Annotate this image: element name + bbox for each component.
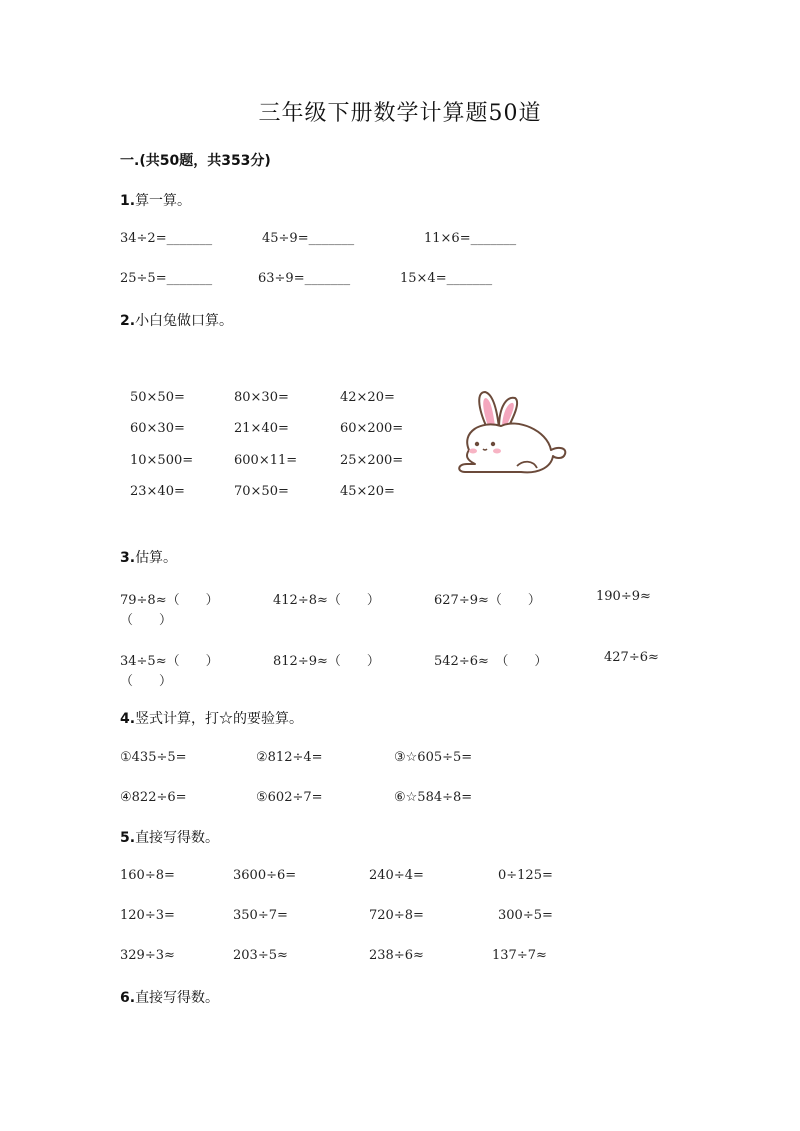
q1-item: 63÷9=_______	[258, 271, 351, 286]
q2-item: 10×500=	[130, 453, 194, 468]
q5-item: 240÷4=	[369, 868, 424, 883]
q4-item: ③☆605÷5=	[394, 750, 473, 765]
q2-item: 23×40=	[130, 484, 185, 499]
q1-item: 15×4=_______	[400, 271, 493, 286]
q2-item: 42×20=	[340, 390, 395, 405]
q3-item: 427÷6≈	[604, 650, 659, 665]
q5-item: 120÷3=	[120, 908, 175, 923]
q3-item: 79÷8≈（ ）	[120, 593, 219, 608]
q4-item: ①435÷5=	[120, 750, 187, 765]
q5-item: 203÷5≈	[233, 948, 288, 963]
q3-item: 412÷8≈（ ）	[273, 593, 380, 608]
section-header: 一.(共50题，共353分)	[120, 153, 271, 169]
q5-item: 300÷5=	[498, 908, 553, 923]
q5-item: 238÷6≈	[369, 948, 424, 963]
q5-item: 160÷8=	[120, 868, 175, 883]
q3-item: （ ）	[120, 613, 173, 628]
q3-item: 34÷5≈（ ）	[120, 654, 219, 669]
q5-item: 3600÷6=	[233, 868, 297, 883]
q5-item: 137÷7≈	[492, 948, 547, 963]
q6-heading: 6.直接写得数。	[120, 990, 220, 1006]
q4-item: ④822÷6=	[120, 790, 187, 805]
q3-item: 190÷9≈	[596, 589, 651, 604]
q1-heading: 1.算一算。	[120, 193, 192, 209]
q5-item: 720÷8=	[369, 908, 424, 923]
q5-item: 329÷3≈	[120, 948, 175, 963]
q1-item: 45÷9=_______	[262, 231, 355, 246]
q2-item: 25×200=	[340, 453, 404, 468]
q2-item: 60×200=	[340, 421, 404, 436]
q4-item: ②812÷4=	[256, 750, 323, 765]
bunny-icon	[447, 388, 575, 480]
q2-item: 45×20=	[340, 484, 395, 499]
q1-item: 34÷2=_______	[120, 231, 213, 246]
q3-item: 812÷9≈（ ）	[273, 654, 380, 669]
q4-item: ⑤602÷7=	[256, 790, 323, 805]
q5-heading: 5.直接写得数。	[120, 830, 220, 846]
q2-item: 80×30=	[234, 390, 289, 405]
q3-item: （ ）	[120, 674, 173, 689]
q4-item: ⑥☆584÷8=	[394, 790, 473, 805]
q2-item: 600×11=	[234, 453, 298, 468]
q5-item: 0÷125=	[498, 868, 553, 883]
q2-item: 60×30=	[130, 421, 185, 436]
q5-item: 350÷7=	[233, 908, 288, 923]
q3-heading: 3.估算。	[120, 550, 178, 566]
q1-item: 25÷5=_______	[120, 271, 213, 286]
q3-item: 542÷6≈ （ ）	[434, 654, 548, 669]
q1-item: 11×6=_______	[424, 231, 517, 246]
q4-heading: 4.竖式计算，打☆的要验算。	[120, 711, 304, 727]
q2-item: 50×50=	[130, 390, 185, 405]
q2-heading: 2.小白兔做口算。	[120, 313, 234, 329]
q2-item: 21×40=	[234, 421, 289, 436]
page-title: 三年级下册数学计算题50道	[258, 101, 542, 126]
q2-item: 70×50=	[234, 484, 289, 499]
q3-item: 627÷9≈（ ）	[434, 593, 541, 608]
